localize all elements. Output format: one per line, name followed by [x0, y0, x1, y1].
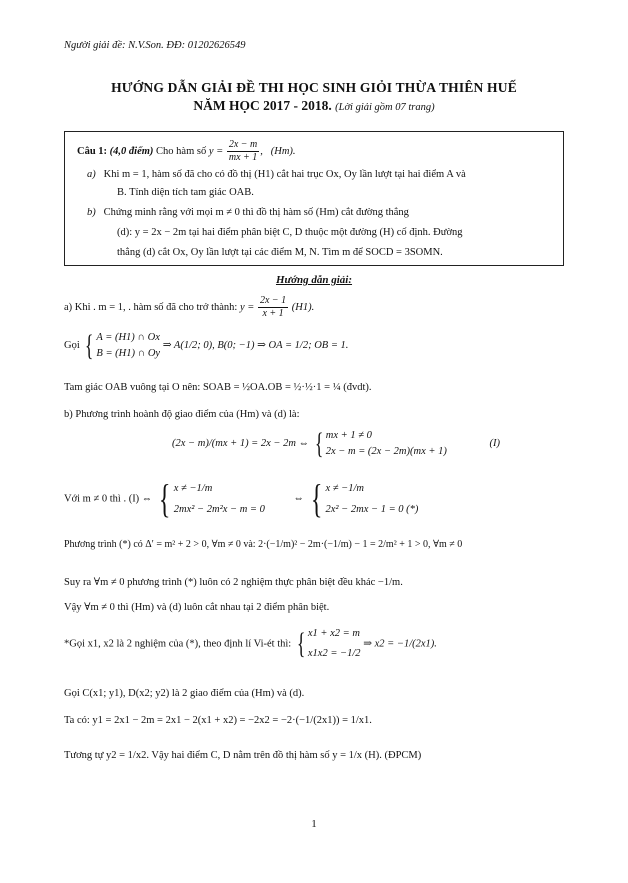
- solution-line-4: b) Phương trình hoành độ giao điểm của (Hm) và (d) là:: [64, 409, 300, 420]
- solution-line-7: Phương trình (*) có Δ′ = m² + 2 > 0, ∀m ≠ 0 và: 2·(−1/m)² − 2m·(−1/m) − 1 = 2/m² + 1 > 0, ∀m ≠ 0: [64, 539, 463, 550]
- part-a-line2: B. Tính diện tích tam giác OAB.: [117, 187, 254, 198]
- solution-line-13: Tương tự y2 = 1/x2. Vậy hai điểm C, D nằm trên đồ thị hàm số y = 1/x (H). (ĐPCM): [64, 750, 422, 761]
- curve-label: (Hm).: [270, 145, 296, 157]
- part-b-line2: (d): y = 2x − 2m tại hai điểm phân biệt C, D thuộc một đường (H) cố định. Đường: [117, 227, 463, 238]
- doc-title-line2: [0, 98, 628, 114]
- solution-line-8: Suy ra ∀m ≠ 0 phương trình (*) luôn có 2 nghiệm thực phân biệt đều khác −1/m.: [64, 577, 403, 588]
- solution-line-3: Tam giác OAB vuông tại O nên: SOAB = ½OA.OB = ½·½·1 = ¼ (đvdt).: [64, 382, 372, 393]
- solution-line-2: Gọi { A = (H1) ∩ Ox B = (H1) ∩ Oy ⇒ A(1/2; 0), B(0; −1) ⇒ OA = 1/2; OB = 1.: [64, 328, 349, 362]
- system-ab: A = (H1) ∩ Ox B = (H1) ∩ Oy: [96, 332, 161, 359]
- part-a-line1: a) Khi m = 1, hàm số đã cho có đồ thị (H1) cắt hai trục Ox, Oy lần lượt tại hai điểm A và: [87, 169, 466, 180]
- solution-heading: Hướng dẫn giải:: [275, 274, 353, 286]
- solution-line-6: Với m ≠ 0 thì . (I) ⇔ { x ≠ −1/m 2mx² − 2m²x − m = 0 ⇔ { x ≠ −1/m 2x² − 2mx − 1 = 0 (*): [64, 476, 419, 521]
- author-note: Người giải đề: N.V.Son. ĐĐ: 01202626549: [64, 40, 246, 51]
- part-b-line3: thẳng (d) cắt Ox, Oy lần lượt tại các điểm M, N. Tìm m để SOCD = 3SOMN.: [117, 247, 443, 258]
- school-year: NĂM HỌC 2017 - 2018.: [193, 98, 332, 113]
- page-count-note: (Lời giải gồm 07 trang): [335, 102, 435, 113]
- part-b-line1: b) Chứng minh rằng với mọi m ≠ 0 thì đồ thị hàm số (Hm) cắt đường thẳng: [87, 207, 409, 218]
- problem-intro: Cho hàm số: [156, 145, 207, 157]
- doc-title-line1: HƯỚNG DẪN GIẢI ĐỀ THI HỌC SINH GIỎI THỪA THIÊN HUẾ: [111, 80, 517, 95]
- solution-line-11: Gọi C(x1; y1), D(x2; y2) là 2 giao điểm của (Hm) và (d).: [64, 688, 305, 699]
- solution-line-9: Vậy ∀m ≠ 0 thì (Hm) và (d) luôn cắt nhau tại 2 điểm phân biệt.: [64, 602, 330, 613]
- problem-box: [64, 131, 564, 266]
- solution-line-5: (2x − m)/(mx + 1) = 2x − 2m ⇔ { mx + 1 ≠ 0 2x − m = (2x − 2m)(mx + 1) (I): [172, 426, 500, 460]
- solution-line-10: *Gọi x1, x2 là 2 nghiệm của (*), theo định lí Vi-ét thì: { x1 + x2 = m x1x2 = −1/2 ⇒ x2 = −1/(2x1).: [64, 626, 437, 660]
- solution-line-1: a) Khi . m = 1, . hàm số đã cho trở thành: y = $\frac{2x - 1}{x + 1}$ (H1).: [64, 295, 315, 319]
- problem-statement: Câu 1: (4,0 điểm) Cho hàm số y = $\frac{2x - m}{mx + 1}$ , (Hm).: [77, 139, 296, 163]
- page-number: 1: [311, 818, 317, 830]
- solution-line-12: Ta có: y1 = 2x1 − 2m = 2x1 − 2(x1 + x2) = −2x2 = −2·(−1/(2x1)) = 1/x1.: [64, 715, 372, 726]
- problem-label: Câu 1:: [77, 145, 108, 157]
- function-fraction: $\frac{2x - m}{mx + 1}$: [228, 139, 258, 163]
- problem-points: (4,0 điểm): [109, 145, 154, 157]
